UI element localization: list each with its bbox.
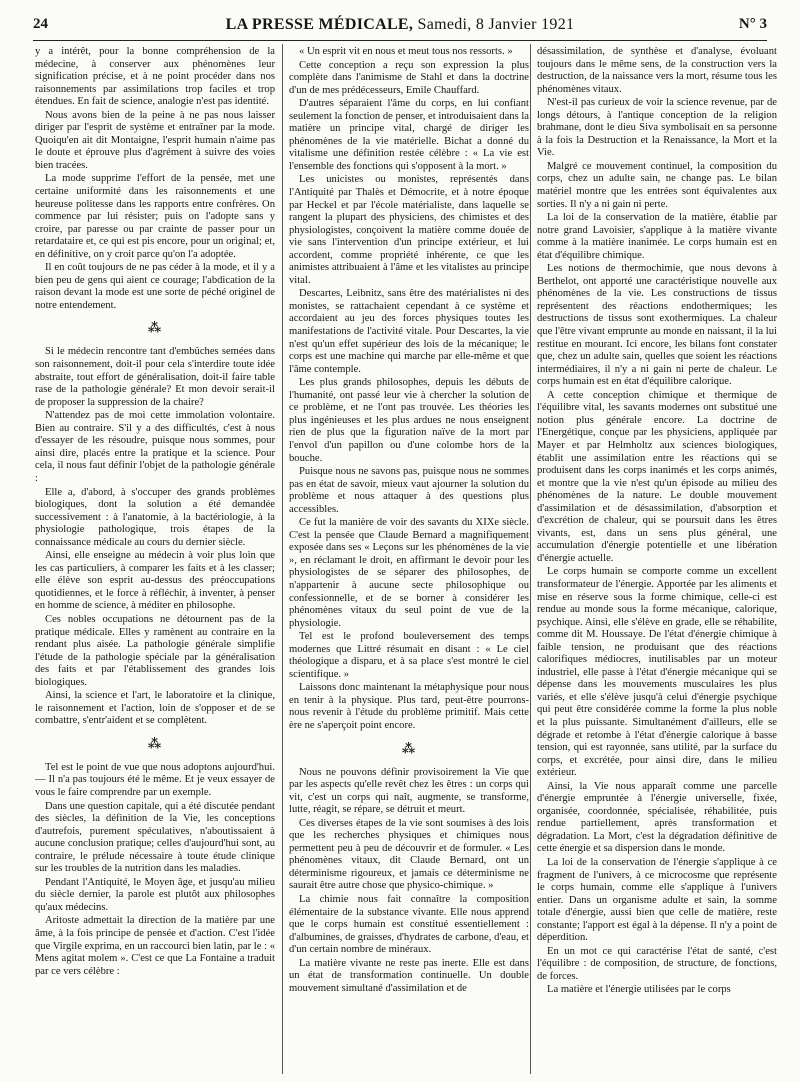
issue-number: N° 3 bbox=[738, 16, 767, 32]
page-number: 24 bbox=[33, 16, 48, 32]
paragraph: désassimilation, de synthèse et d'analyse, évoluant toujours dans le même sens, de la construction vers la destruction, de la naissance vers la mort, résume tous les phénomènes vitaux. bbox=[537, 46, 777, 95]
paragraph: Elle a, d'abord, à s'occuper des grands problèmes biologiques, dont la solution a été demandée successivement : à l'anatomie, à la bactériologie, à la physiologie pathologique, trois étapes de la connaissance médicale au cours du dernier siècle. bbox=[35, 486, 275, 548]
paragraph: y a intérêt, pour la bonne compréhension de la médecine, à conserver aux phénomènes leur signification précise, et à ne point procéder dans nos raisonnements par assimilations trop faciles et trop étendues. En fait de science, analogie n'est pas identité. bbox=[35, 46, 275, 108]
paragraph: Les plus grands philosophes, depuis les débuts de l'humanité, ont passé leur vie à chercher la solution de ce problème, et ne l'ont pas trouvée. Les théories les plus ingénieuses et les plus ardues ne nous enseignent rien de plus que la figuration naïve de la mort par l'envol d'un papillon ou d'une colombe hors de la bouche. bbox=[289, 377, 529, 464]
text-column-1 bbox=[35, 46, 275, 1076]
page-header bbox=[33, 16, 767, 38]
paragraph: A cette conception chimique et thermique de l'équilibre vital, les savants modernes ont substitué une notion plus générale encore. La doctrine de l'Energétique, conçue par les physiciens, appliquée par Mayer et par Helmholtz aux sciences biologiques, établit une assimilation entre les réactions qui se produisent dans les corps inanimés et les corps animés, et montre que la vie n'est qu'un épisode au milieu des phénomènes de la nature. Le double mouvement d'assimilation et de désassimilation, d'absorption et d'excrétion de chaleur, qui se poursuit dans les êtres vivants, est, dans un sens plus général, une accumulation d'énergie potentielle et une libération d'énergie actuelle. bbox=[537, 389, 777, 564]
paragraph: N'attendez pas de moi cette immolation volontaire. Bien au contraire. S'il y a des difficultés, c'est à nous d'essayer de les résoudre, puisque nous sommes, pour ainsi dire, placés entre la pratique et la science. Pour cela, il nous faut définir l'objet de la pathologie générale : bbox=[35, 410, 275, 484]
paragraph: Nous avons bien de la peine à ne pas nous laisser diriger par l'esprit de système et entraîner par la mode. Quoiqu'en ait dit Montaigne, l'esprit humain n'aime pas le doute et éprouve plus d'agrément à suivre des voies bien tracées. bbox=[35, 109, 275, 171]
paragraph: La loi de la conservation de la matière, établie par notre grand Lavoisier, s'applique à la matière vivante comme à la matière inanimée. Le corps humain est en état d'équilibre chimique. bbox=[537, 212, 777, 261]
paragraph: « Un esprit vit en nous et meut tous nos ressorts. » bbox=[299, 46, 513, 57]
paragraph: Les notions de thermochimie, que nous devons à Berthelot, ont apporté une caractéristique nouvelle aux phénomènes de la vie. Les constructions de tissus représentent des réactions endothermiques; les destructions de tissus sont exothermiques. La chaleur que l'être vivant emprunte au monde en naissant, il la lui restitue en mourant. Ici encore, les bilans font constater que, chez un adulte sain, quelles que soient les réactions intermédiaires, il n'y a ni gain ni perte de chaleur. Le corps humain est en état d'équilibre calorique. bbox=[537, 263, 777, 388]
paragraph: N'est-il pas curieux de voir la science revenue, par de longs détours, à l'antique conception de la religion brahmane, dont le dieu Siva symbolisait en sa personne à la fois la Destruction et la Renaissance, la Mort et la Vie. bbox=[537, 97, 777, 159]
issue-date: Samedi, 8 Janvier 1921 bbox=[417, 16, 575, 33]
paragraph: D'autres séparaient l'âme du corps, en lui confiant seulement la fonction de penser, et introduisaient dans la matière un principe vital, chargé de diriger les phénomènes de la vie matérielle. Bichat a donné du vitalisme une définition restée célèbre : « La vie est l'ensemble des fonctions qui s'opposent à la mort. » bbox=[289, 98, 529, 172]
section-separator: ⁂ bbox=[401, 740, 417, 756]
paragraph: La matière et l'énergie utilisées par le corps bbox=[547, 984, 731, 996]
text-column-2 bbox=[289, 46, 529, 1076]
column-divider bbox=[530, 44, 531, 1074]
paragraph: Cette conception a reçu son expression la plus complète dans l'animisme de Stahl et dans la doctrine d'un de mes prédécesseurs, Emile Chauffard. bbox=[289, 59, 529, 96]
section-separator: ⁂ bbox=[147, 320, 163, 336]
paragraph: Descartes, Leibnitz, sans être des matérialistes ni des monistes, se rattachaient cependant à ce système et accordaient au jeu des forces physiques toutes les manifestations de l'activité vitale. Pour Descartes, la vie n'est qu'un effet supérieur des lois de la mécanique; le corps est une machine qui marche par elle-même et que l'âme contemple. bbox=[289, 288, 529, 375]
paragraph: Malgré ce mouvement continuel, la composition du corps, chez un adulte sain, ne change pas. Le bilan matériel montre que les entrées sont équivalentes aux sorties. Il n'y a ni gain ni perte. bbox=[537, 160, 777, 210]
paragraph: La mode supprime l'effort de la pensée, met une certaine uniformité dans les raisonnements et une heureuse politesse dans les rapports entre confrères. On commence par lui résister; puis on l'adopte sans y croire, par paresse ou par crainte de passer pour un retardataire et, ce qui est pis encore, pour un original; et, en définitive, on y croit parce qu'on l'a adoptée. bbox=[35, 173, 275, 260]
paragraph: Dans une question capitale, qui a été discutée pendant des siècles, la définition de la Vie, les conceptions d'autrefois, purement spéculatives, n'aboutissaient à aucune conclusion pratique; celles d'aujourd'hui sont, au contraire, le prélude nécessaire à toute étude clinique sur les troubles de la nutrition dans les maladies. bbox=[35, 800, 275, 875]
paragraph: Tel est le profond bouleversement des temps modernes que Littré résumait en disant : « Le ciel théologique a disparu, et à sa place s'est montré le ciel scientifique. » bbox=[289, 631, 529, 680]
paragraph: Ainsi, la science et l'art, le laboratoire et la clinique, le raisonnement et l'action, loin de s'opposer et de se combattre, s'entr'aident et se complètent. bbox=[35, 690, 275, 727]
paragraph: Ainsi, la Vie nous apparaît comme une parcelle d'énergie empruntée à l'énergie universelle, fixée, organisée, coordonnée, spécialisée, réhabilitée, puis rendue partiellement, après transformation et dégradation. La Mort, c'est la dégradation définitive de cette énergie et sa dispersion dans le monde. bbox=[537, 780, 777, 855]
paragraph: Laissons donc maintenant la métaphysique pour nous en tenir à la physique. Plus tard, peut-être pourrons-nous revenir à l'étude du problème primitif. Mais cette ère ne s'aperçoit point encore. bbox=[289, 682, 529, 731]
paragraph: En un mot ce qui caractérise l'état de santé, c'est l'équilibre : de composition, de structure, de fonctions, de forces. bbox=[537, 945, 777, 982]
paragraph: Le corps humain se comporte comme un excellent transformateur de l'énergie. Apportée par les aliments et mise en réserve sous la forme chimique, celle-ci est rendue au monde sous la forme mécanique, calorique, psychique. Ainsi, elle s'élève en grade, elle se réhabilite, comme dit M. Houssaye. De l'état d'énergie chimique à faible tension, ne produisant que des réactions calorifiques médiocres, inutilisables par un moteur industriel, elle passe à l'état d'énergie mécanique qui se dépense dans les mouvements musculaires les plus variés, et elle s'élève jusqu'à celui d'énergie psychique qui peut être considérée comme la forme la plus noble et la plus puissante. Simultanément d'ailleurs, elle se dégrade et retombe à l'état d'énergie calorique à basse tension, qui est rayonnée, sans utilité, par la surface du corps, et excrétée, pour ainsi dire, dans le milieu extérieur. bbox=[537, 566, 777, 779]
journal-masthead bbox=[33, 16, 767, 34]
paragraph: Aritoste admettait la direction de la matière par une âme, à la fois principe de pensée et d'action. C'est l'idée que Virgile exprima, en un raccourci bien latin, par le : « Mens agitat molem ». C'est ce que La Fontaine a traduit par ce vers célèbre : bbox=[35, 915, 275, 977]
paragraph: La loi de la conservation de l'énergie s'applique à ce fragment de l'univers, à ce microcosme que représente le corps humain, comme elle s'applique à l'univers entier. Dans un organisme adulte et sain, la somme totale d'énergie, aussi bien que celle de matière, reste constante; l'apport est égal à la dépense. Il n'y a point de déperdition. bbox=[537, 857, 777, 944]
text-column-3 bbox=[537, 46, 777, 1076]
paragraph: Ces diverses étapes de la vie sont soumises à des lois que les recherches physiques et chimiques nous permettent peu à peu de découvrir et de formuler. « Les phénomènes vitaux, dit Claude Bernard, ont un déterminisme rigoureux, et jamais ce déterminisme ne saurait être autre chose que physico-chimique. » bbox=[289, 817, 529, 892]
paragraph: Les unicistes ou monistes, représentés dans l'Antiquité par Thalès et Démocrite, et à notre époque par Heckel et par l'école matérialiste, dans laquelle se rangent la plupart des physiciens, des chimistes et des physiologistes, conçoivent la matière comme douée de vie sans l'intervention d'un principe extérieur, et lui accordent, comme propriété inhérente, ce que les animistes attribuaient à l'âme et les vitalistes au principe vital. bbox=[289, 174, 529, 286]
paragraph: Puisque nous ne savons pas, puisque nous ne sommes pas en état de savoir, mieux vaut ajourner la solution du problème et nous attaquer à des questions plus accessibles. bbox=[289, 466, 529, 515]
paragraph: Ces nobles occupations ne détournent pas de la pratique médicale. Elles y ramènent au contraire en la rendant plus aisée. La pathologie générale simplifie l'étude de la pathologie spéciale par la généralisation des faits et par l'établissement des grandes lois biologiques. bbox=[35, 613, 275, 688]
paragraph: Si le médecin rencontre tant d'embûches semées dans son raisonnement, doit-il pour cela s'interdire toute idée abstraite, tout effort de généralisation, doit-il faire table rase de la pathologie générale? Et mon devoir serait-il de proposer la suppression de la chaire? bbox=[35, 346, 275, 408]
paragraph: Tel est le point de vue que nous adoptons aujourd'hui. — Il n'a pas toujours été le même. Et je veux essayer de vous le faire comprendre par un exemple. bbox=[35, 761, 275, 798]
paragraph: Il en coût toujours de ne pas céder à la mode, et il y a bien peu de gens qui aient ce courage; l'abdication de la raison devant la mode est une sorte de péché originel de notre entendement. bbox=[35, 262, 275, 311]
column-divider bbox=[282, 44, 283, 1074]
paragraph: Ainsi, elle enseigne au médecin à voir plus loin que les cas particuliers, à comparer les faits et à les classer; elle élève son esprit au-dessus des préoccupations quotidiennes, et le force à réfléchir, à inventer, à penser en homme de science, à méditer en philosophe. bbox=[35, 550, 275, 612]
paragraph: Nous ne pouvons définir provisoirement la Vie que par les aspects qu'elle revêt chez les êtres : un corps qui vit, c'est un corps qui naît, augmente, se transforme, lutte, réagit, se répare, se détruit et meurt. bbox=[289, 766, 529, 816]
paragraph: La chimie nous fait connaître la composition élémentaire de la substance vivante. Elle nous apprend que le corps humain est constitué essentiellement : d'albumines, de graisses, d'hydrates de carbone, d'eau, et d'un certain nombre de minéraux. bbox=[289, 894, 529, 956]
paragraph: Ce fut la manière de voir des savants du XIXe siècle. C'est la pensée que Claude Bernard a magnifiquement exposée dans ses « Leçons sur les phénomènes de la vie », en réclamant le droit, en affirmant le devoir pour les physiologistes de se séparer des philosophes, de n'appartenir à aucune secte philosophique ou confessionnelle, et de se borner à considérer les phénomènes vitaux du seul point de vue de la physiologie. bbox=[289, 517, 529, 629]
header-rule bbox=[33, 40, 767, 41]
paragraph: Pendant l'Antiquité, le Moyen âge, et jusqu'au milieu du siècle dernier, la parole est plutôt aux philosophes qu'aux médecins. bbox=[35, 876, 275, 913]
journal-name: LA PRESSE MÉDICALE, bbox=[225, 16, 414, 33]
paragraph: La matière vivante ne reste pas inerte. Elle est dans un état de transformation continuelle. Un double mouvement simultané d'assimilation et de bbox=[289, 957, 529, 994]
section-separator: ⁂ bbox=[147, 735, 163, 751]
